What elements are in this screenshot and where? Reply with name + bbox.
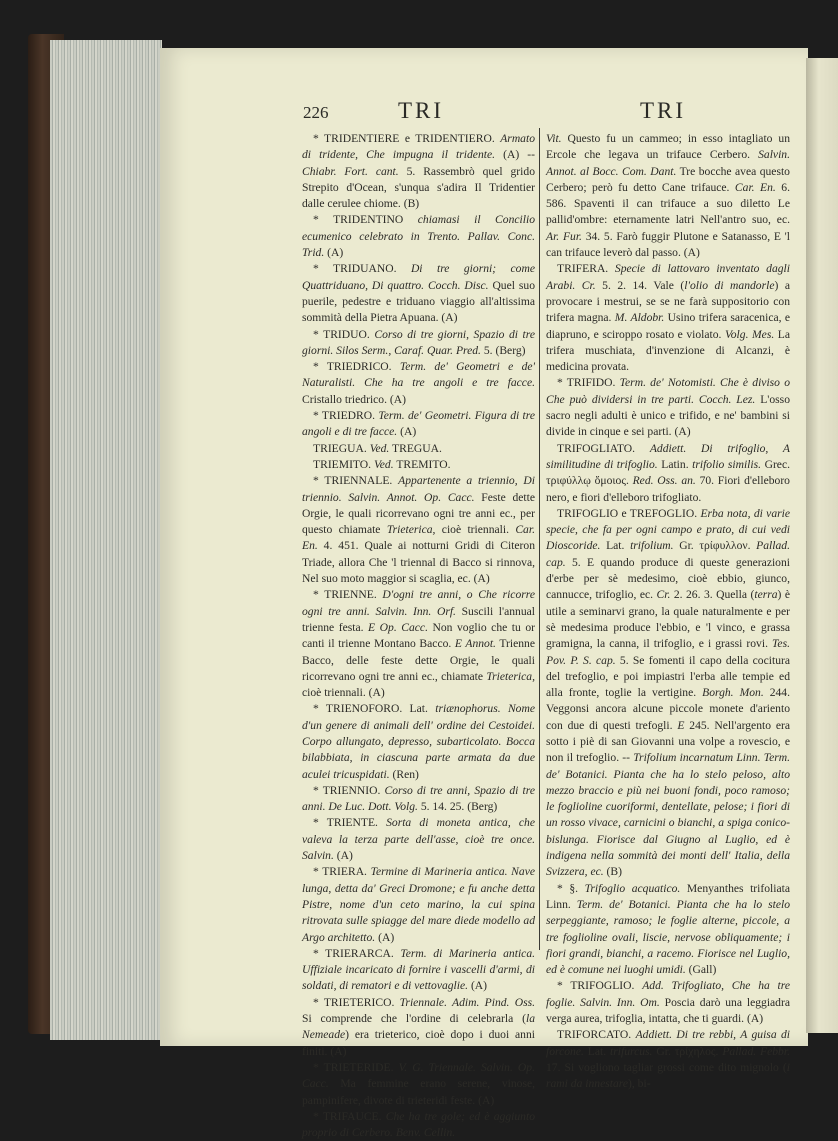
entry-text: 245. Nell'argento era sotto i piè di san Giovanni una volpe a rovescio, e non il trefoglio. -- <box>546 718 790 765</box>
entry-italic-text: Erba nota, di varie specie, che fa per ogni campo e prato, di cui vedi Dioscoride. <box>546 506 791 553</box>
entry-text: * TRIDUO. <box>313 327 375 341</box>
entry-italic-text: Term. de' Geometri e de' Naturalisti. Che ha tre angoli e tre facce. <box>302 360 535 390</box>
entry-text: (A) -- <box>495 148 536 162</box>
dictionary-entry <box>302 441 535 457</box>
entry-italic-text: Red. Oss. an. <box>632 474 696 488</box>
entry-text: ) a provocare i mestrui, se se ne farà suppositorio con trifera magna. <box>546 278 790 325</box>
entry-italic-text: E Op. Cacc. <box>368 620 428 634</box>
entry-text: 34. 5. Farò fuggir Plutone e Satanasso, E 'l can trifauce leverò dal passo. (A) <box>546 229 790 260</box>
entry-italic-text: chiamasi il Concilio ecumenico celebrato in Trento. Pallav. Conc. Trid. <box>302 213 535 260</box>
entry-text: * TRIERA. <box>313 865 371 879</box>
entry-text: 5. E quando produce di queste generazioni d'erbe per sè medesimo, cioè ebbio, giunco, cannucce, trifoglio, ec. <box>546 555 790 602</box>
entry-text: L'osso sacro negli adulti è unico e trifido, e ne' bambini si divide in cinque e sei parti. (A) <box>546 392 790 439</box>
right-text-column <box>546 131 790 1093</box>
dictionary-entry <box>546 441 790 506</box>
entry-text: Ma femmine erano serene, vinose, pampinifere, divote di trieteridi feste. (A) <box>302 1077 535 1107</box>
dictionary-entry <box>302 261 535 326</box>
dictionary-entry <box>302 1109 535 1141</box>
entry-italic-text: Ved. <box>373 457 394 471</box>
entry-italic-text: Volg. Mes. <box>724 327 775 341</box>
entry-italic-text: Che ha tre gole; ed è aggiunto proprio di Cerbero. Benv. Cellin. <box>302 1109 535 1140</box>
entry-text: Lat. <box>600 539 631 553</box>
entry-text: 70. Fiori d'elleboro nero, e fiori d'elleboro trifogliato. <box>546 474 790 504</box>
dictionary-entry <box>302 946 535 995</box>
entry-text: * TRIDUANO. <box>313 262 411 276</box>
running-head-right: TRI <box>640 98 687 123</box>
entry-italic-text: M. Aldobr. <box>614 311 665 325</box>
entry-text: * TRIETERICO. <box>313 995 400 1009</box>
entry-text: TREGUA. <box>389 441 442 455</box>
entry-text: * TRIFIDO. <box>557 376 620 390</box>
entry-italic-text: Specie di lattovaro inventato dagli Arabi. Cr. <box>546 262 790 292</box>
entry-text: 5. Se fomenti il capo della cocitura del trefoglio, e poi impiastri l'erba alle tempie ed alla fronte, toglie la vertigine. <box>546 653 790 700</box>
entry-italic-text: trifolium. <box>630 539 674 553</box>
entry-text: * TRIEDRICO. <box>313 360 400 374</box>
entry-italic-text: Term. de' Geometri. Figura di tre angoli e di tre facce. <box>302 409 535 439</box>
entry-text: * TRIENNE. <box>313 588 383 602</box>
dictionary-entry <box>302 1060 535 1109</box>
entry-italic-text: Pallad. Febbr. <box>722 1044 790 1058</box>
entry-text: (A) <box>333 849 353 863</box>
running-head-left: TRI <box>398 98 445 123</box>
entry-italic-text: terra <box>754 588 778 602</box>
entry-italic-text: Addiett. Di tre rebbi, A guisa di forcone. <box>546 1028 791 1058</box>
dictionary-entry <box>546 881 790 979</box>
entry-italic-text: Term. de' Notomisti. Che è diviso o Che può dividersi in tre parti. Cocch. Lez. <box>546 376 790 406</box>
entry-italic-text: Pallad. cap. <box>546 539 790 569</box>
dictionary-entry <box>546 131 790 261</box>
entry-text: 5. Rassembrò quel grido Strepito d'Ocean, s'unqua s'adira Il Tridentier dalle cerulee chiome. (B) <box>302 164 535 211</box>
entry-italic-text: E Annot. <box>454 637 496 651</box>
entry-text: 5. 2. 14. Vale ( <box>595 278 685 292</box>
entry-italic-text: Borgh. Mon. <box>702 686 764 700</box>
entry-text: TRIFERA. <box>557 262 615 276</box>
entry-italic-text: Armato di tridente, Che impugna il tridente. <box>302 132 535 162</box>
entry-italic-text: Car. En. <box>302 523 535 553</box>
entry-text: Non voglio che tu or canti il trienne Montano Bacco. <box>302 620 535 651</box>
entry-italic-text: Termine di Marineria antica. Nave lunga, detta da' Greci Dromone; e fu anche detta Pistre, nome d'un ceto marino, la cui spina ritrovata sulle spiagge del mare diede modello ad Argo architetto. <box>302 865 535 944</box>
dictionary-entry <box>546 1027 790 1092</box>
entry-italic-text: Di tre giorni; come Quattriduano, Di quattro. Cocch. Disc. <box>302 262 536 292</box>
entry-italic-text: V. G. Triennale. Salvin. Op. Cacc. <box>302 1060 535 1091</box>
entry-text: Cristallo triedrico. (A) <box>302 392 406 406</box>
entry-text: 2. 26. 3. Quella ( <box>670 588 755 602</box>
entry-italic-text: triænophorus. Nome d'un genere di animali dell' ordine dei Cestoidei. Corpo allungato, depresso, subarticolato. Bocca bilabbiata, in ciascuna parte armata da due aculei tricuspidati. <box>302 702 535 781</box>
entry-text: Poscia darò una leggiadra verga aurea, trifoglia, intatta, che ti guardi. (A) <box>546 995 790 1026</box>
entry-text: * TRIENNIO. <box>313 783 385 797</box>
entry-text: Feste dette Orgie, le quali ricorrevano ogni tre anni ec., per questo chiamate <box>302 490 535 537</box>
entry-italic-text: Sorta di moneta antica, che valeva la terza parte dell'asse, cioè tre once. Salvin. <box>302 816 535 863</box>
entry-italic-text: Term. de' Botanici. Pianta che ha lo stelo serpeggiante, ramoso; le foglie alterne, piccole, a tre foglioline ovali, liscie, nervose obliquamente; i fiori grandi, bianchi, a racemo. Fiorisce nel Luglio, ed è comune nei luoghi umidi. <box>546 897 791 977</box>
entry-italic-text: trifurcus. <box>610 1044 653 1058</box>
page-edges <box>50 40 162 1040</box>
entry-italic-text: Vit. <box>546 132 562 145</box>
entry-italic-text: Salvin. Annot. al Bocc. Com. Dant. <box>546 148 790 178</box>
entry-text: 244. Veggonsi ancora alcune piccole monete d'ariento con due di questi trefogli. <box>546 686 790 732</box>
facing-page-edge <box>806 58 838 1033</box>
dictionary-entry <box>302 701 535 782</box>
dictionary-entry <box>546 978 790 1027</box>
entry-text: * TRIERARCA. <box>313 946 401 960</box>
entry-text: La trifera muschiata, d'invenzione di Alcanzi, è medicina provata. <box>546 327 790 374</box>
entry-text: (A) <box>468 979 488 993</box>
entry-text: Tre bocche avea questo Cerbero; però fu detto Cane trifauce. <box>546 164 790 194</box>
dictionary-entry <box>302 408 535 441</box>
dictionary-entry <box>546 261 790 375</box>
entry-text: Menyanthes trifoliata Linn. <box>546 881 790 911</box>
entry-italic-text: Car. En. <box>734 180 776 194</box>
entry-text: Quel suo puerile, pedestre e triduano viaggio all'altissima sommità della Pietra Apuana. (A) <box>302 278 535 325</box>
entry-text: 5. 14. 25. (Berg) <box>417 800 498 814</box>
entry-text: Grec. τριφύλλῳ ὅμοιος. <box>546 457 790 488</box>
dictionary-entry <box>302 212 535 261</box>
entry-text: 6. 586. Spaventi il can trifauce a suo diletto Le pallid'ombre: eternamente latri Nell'antro suo, ec. <box>546 180 790 227</box>
entry-italic-text: Corso di tre anni, Spazio di tre anni. De Luc. Dott. Volg. <box>302 783 535 814</box>
dictionary-entry <box>302 995 535 1060</box>
dictionary-entry <box>302 457 535 473</box>
entry-text: * TRIFOGLIO. <box>557 979 643 993</box>
dictionary-entry <box>302 587 535 701</box>
entry-text: cioè triennali. (A) <box>302 686 385 700</box>
entry-text: * TRIDENTIERE e TRIDENTIERO. <box>313 132 501 145</box>
dictionary-entry <box>302 327 535 360</box>
entry-text: Usino trifera saracenica, e diapruno, e sciroppo rosato e violato. <box>546 311 790 341</box>
entry-text: (B) <box>603 865 622 879</box>
entry-text: Trienne Bacco, delle feste dette Orgie, le quali ricorrevano ogni tre anni ec., chiamate <box>302 637 535 683</box>
entry-italic-text: Corso di tre giorni, Spazio di tre giorni. Silos Serm., Caraf. Quar. Pred. <box>302 327 536 357</box>
entry-text: TREMITO. <box>393 457 451 471</box>
entry-italic-text: E <box>677 718 685 732</box>
entry-italic-text: trifolio similis. <box>692 457 762 471</box>
entry-text: Lat. <box>583 1044 611 1058</box>
entry-text: Gr. τρίχηλος. <box>652 1044 723 1058</box>
dictionary-entry <box>302 131 535 212</box>
entry-italic-text: la Nemeade <box>302 1012 535 1042</box>
entry-italic-text: Chiabr. Fort. cant. <box>302 164 399 178</box>
entry-text: Questo fu un cammeo; in esso intagliato un Ercole che legava un trifauce Cerbero. <box>546 132 790 162</box>
entry-text: TRIEGUA. <box>313 441 370 455</box>
dictionary-entry <box>302 864 535 945</box>
entry-text: TRIEMITO. <box>313 457 374 471</box>
entry-text: * TRIENOFORO. Lat. <box>313 702 436 716</box>
dictionary-entry <box>546 375 790 440</box>
entry-italic-text: Add. Trifogliato, Che ha tre foglie. Salvin. Inn. Om. <box>546 979 791 1009</box>
entry-italic-text: Triennale. Adim. Pind. Oss. <box>399 995 535 1009</box>
entry-text: 4. 451. Quale ai notturni Gridi di Citeron Triade, allora Che 'l triennal di Bacco si rinnova, Nel suo moto maggior si scaglia, ec. (A) <box>302 539 535 586</box>
entry-italic-text: Trifoglio acquatico. <box>584 881 681 895</box>
entry-text: * §. <box>557 881 585 895</box>
entry-text: (A) <box>375 930 395 944</box>
entry-text: (A) <box>397 425 417 439</box>
entry-italic-text: Ved. <box>369 441 390 455</box>
entry-text: * TRIENNALE. <box>313 474 399 488</box>
page-number: 226 <box>303 103 329 122</box>
entry-italic-text: Appartenente a triennio, Di triennio. Salvin. Annot. Op. Cacc. <box>302 474 536 504</box>
entry-text: TRIFOGLIATO. <box>557 441 650 455</box>
entry-text: cioè triennali. <box>435 523 516 537</box>
entry-text: * TRIEDRO. <box>313 409 379 423</box>
entry-italic-text: l'olio di mandorle <box>684 278 775 292</box>
entry-text: 17. Si vogliono tagliar grossi come dito mignolo ( <box>546 1060 787 1074</box>
entry-text: * TRIDENTINO <box>313 213 418 227</box>
dictionary-entry <box>302 815 535 864</box>
entry-italic-text: Addiett. Di trifoglio, A similitudine di trifoglio. <box>546 441 790 471</box>
entry-italic-text: Cr. <box>656 588 671 602</box>
entry-italic-text: i rami da innestare <box>546 1060 790 1091</box>
dictionary-entry <box>302 783 535 816</box>
entry-text: * TRIETERIDE. <box>313 1060 399 1074</box>
entry-italic-text: Tes. Pov. P. S. cap. <box>546 637 790 667</box>
entry-text: * TRIFAUCE. <box>313 1109 386 1123</box>
dictionary-entry <box>546 506 790 881</box>
entry-text: TRIFOGLIO e TREFOGLIO. <box>557 506 701 520</box>
entry-italic-text: Term. di Marineria antica. Uffiziale incaricato di fornire i vascelli d'armi, di soldati, di rematori e di vettovaglie. <box>302 946 536 993</box>
entry-text: ) era trieterico, cioè dopo i duoi anni finiti. (A) <box>302 1028 535 1058</box>
entry-text: ) è utile a seminarvi grano, la quale naturalmente e per sè medesima produce l'ebbio, e 'l vinco, e grassa gramigna, la canna, il trifoglio, e i grassi rovi. <box>546 588 791 651</box>
entry-text: (Ren) <box>389 767 419 781</box>
dictionary-entry <box>302 359 535 408</box>
entry-text: (A) <box>324 246 344 260</box>
entry-text: Si comprende che l'ordine di celebrarla ( <box>302 1012 526 1026</box>
entry-text: ), bi- <box>628 1077 651 1091</box>
entry-italic-text: Trieterica, <box>386 523 436 537</box>
entry-italic-text: Trifolium incarnatum Linn. Term. de' Botanici. Pianta che ha lo stelo peloso, alto mezzo braccio e più nei buoni fondi, poco ramoso; le foglioline cuoriformi, dentellate, pelose; i fiori di un rosso vivace, carnicini o bianchi, a spiga conico-bislunga. Fiorisce dal Giugno al Luglio, ed è indigena nella sommità dei monti dell' Italia, della Svizzera, ec. <box>546 751 791 879</box>
entry-text: * TRIENTE. <box>313 816 387 830</box>
dictionary-entry <box>302 473 535 587</box>
entry-text: Suscili l'annual trienne festa. <box>302 604 536 634</box>
entry-text: Gr. τρίφυλλον. <box>673 539 757 553</box>
entry-italic-text: D'ogni tre anni, o Che ricorre ogni tre anni. Salvin. Inn. Orf. <box>302 588 535 618</box>
left-text-column <box>302 131 535 1141</box>
column-divider <box>539 128 540 950</box>
entry-italic-text: Trieterica, <box>486 669 535 683</box>
entry-text: TRIFORCATO. <box>557 1028 636 1042</box>
entry-text: 5. (Berg) <box>480 343 526 357</box>
entry-italic-text: Ar. Fur. <box>546 229 582 243</box>
entry-text: (Gall) <box>685 963 717 977</box>
entry-text: Latin. <box>657 457 693 471</box>
